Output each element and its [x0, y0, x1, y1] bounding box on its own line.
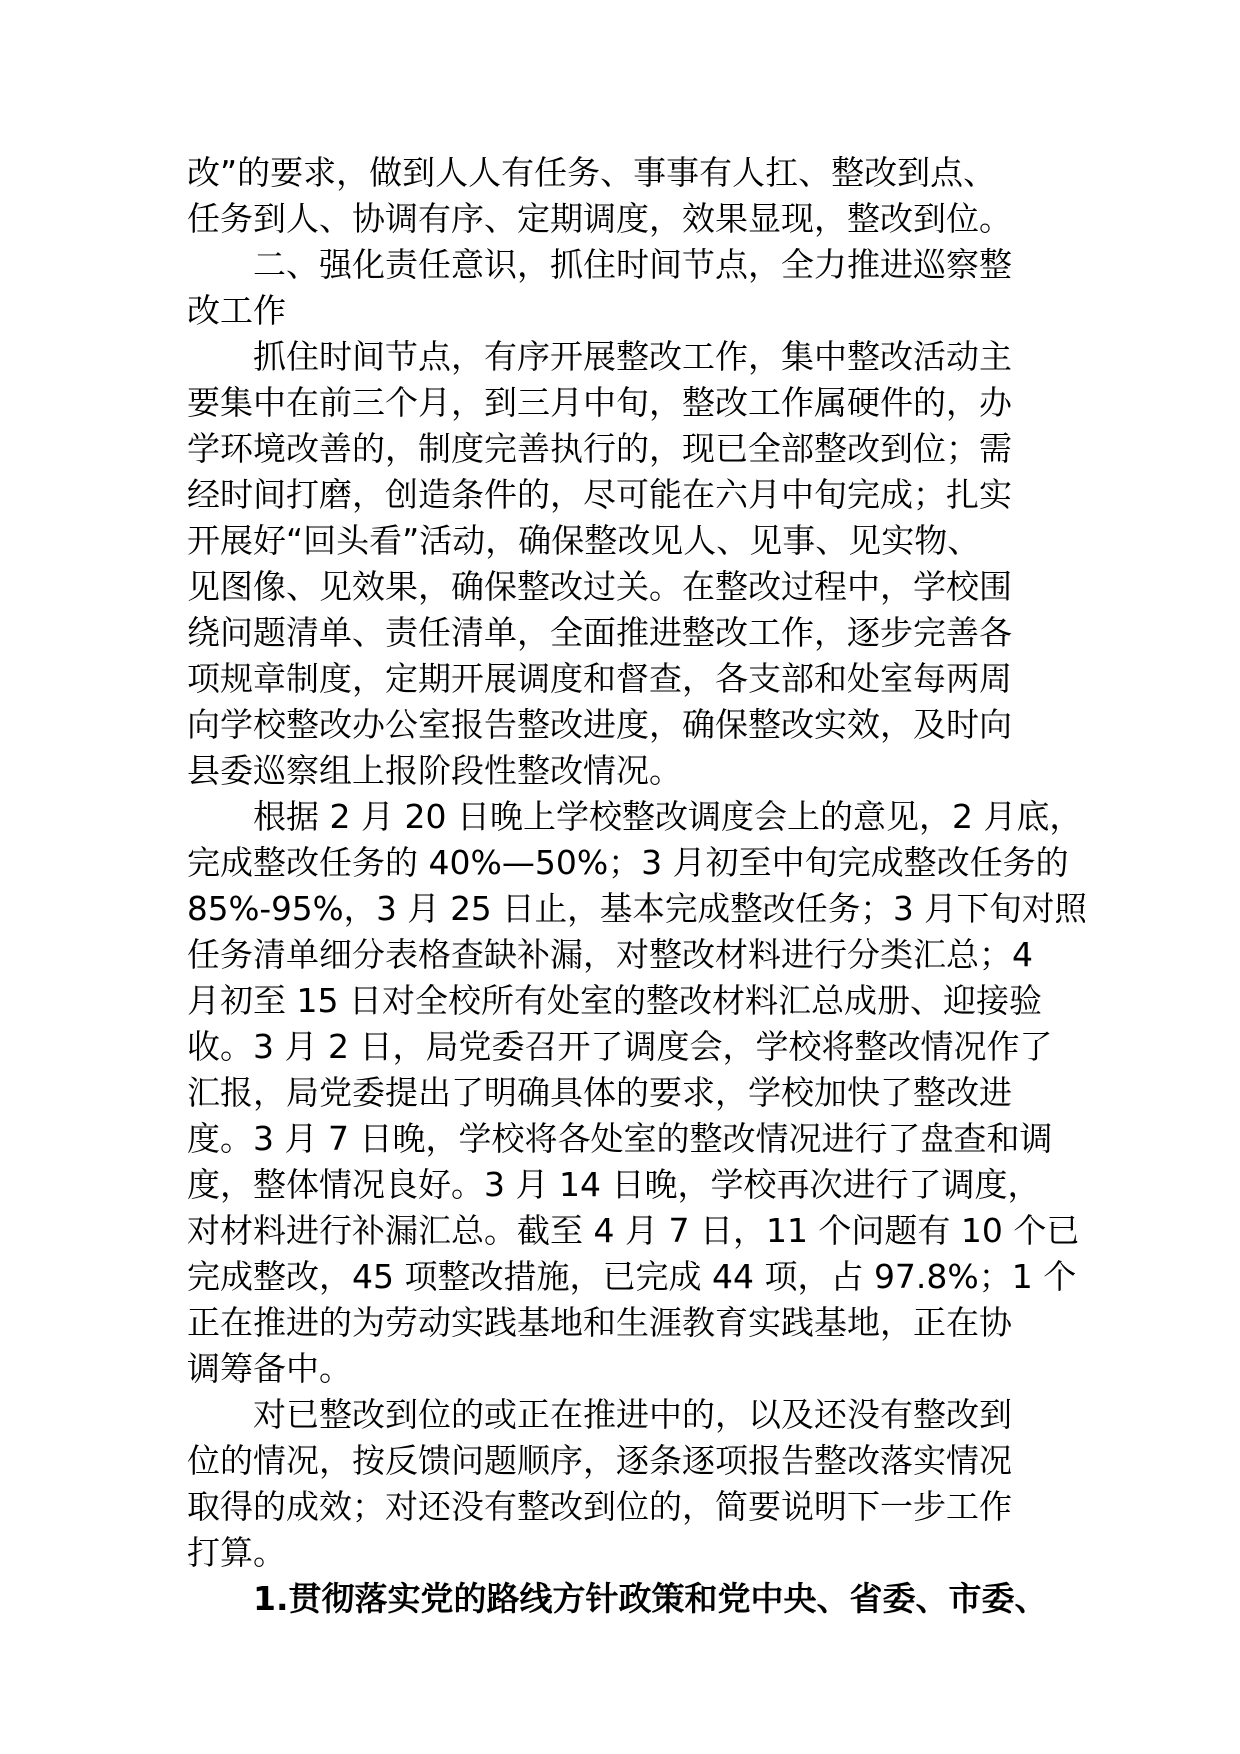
text-line: 经时间打磨，创造条件的，尽可能在六月中旬完成；扎实: [187, 475, 1012, 514]
text-line: 任务清单细分表格查缺补漏，对整改材料进行分类汇总；4: [187, 935, 1033, 974]
paragraph-continuation: [187, 150, 1087, 242]
text-line: 完成整改任务的 40%—50%；3 月初至中旬完成整改任务的: [187, 843, 1069, 882]
text-line: 根据 2 月 20 日晚上学校整改调度会上的意见，2 月底，: [253, 797, 1083, 836]
text-line: 度，整体情况良好。3 月 14 日晚，学校再次进行了调度，: [187, 1165, 1041, 1204]
text-line: 向学校整改办公室报告整改进度，确保整改实效，及时向: [187, 705, 1012, 744]
document-body: [187, 150, 1087, 1622]
text-line: 取得的成效；对还没有整改到位的，简要说明下一步工作: [187, 1487, 1012, 1526]
text-line: 学环境改善的，制度完善执行的，现已全部整改到位；需: [187, 429, 1012, 468]
text-line: 月初至 15 日对全校所有处室的整改材料汇总成册、迎接验: [187, 981, 1042, 1020]
text-line: 85%-95%，3 月 25 日止，基本完成整改任务；3 月下旬对照: [187, 889, 1087, 928]
text-line: 抓住时间节点，有序开展整改工作，集中整改活动主: [253, 337, 1012, 376]
text-line: 完成整改，45 项整改措施，已完成 44 项，占 97.8%；1 个: [187, 1257, 1077, 1296]
text-line: 要集中在前三个月，到三月中旬，整改工作属硬件的，办: [187, 383, 1012, 422]
text-line: 收。3 月 2 日，局党委召开了调度会，学校将整改情况作了: [187, 1027, 1053, 1066]
text-line: 开展好“回头看”活动，确保整改见人、见事、见实物、: [187, 521, 981, 560]
paragraph-progress: [187, 794, 1087, 1392]
subheading-item-one: [187, 1576, 1087, 1622]
text-line: 汇报，局党委提出了明确具体的要求，学校加快了整改进: [187, 1073, 1012, 1112]
text-line: 度。3 月 7 日晚，学校将各处室的整改情况进行了盘查和调: [187, 1119, 1053, 1158]
text-line: 见图像、见效果，确保整改过关。在整改过程中，学校围: [187, 567, 1012, 606]
text-line: 县委巡察组上报阶段性整改情况。: [187, 751, 682, 790]
text-line: 对已整改到位的或正在推进中的，以及还没有整改到: [253, 1395, 1012, 1434]
text-line: 改工作: [187, 291, 286, 330]
text-line: 二、强化责任意识，抓住时间节点，全力推进巡察整: [253, 245, 1012, 284]
text-line: 对材料进行补漏汇总。截至 4 月 7 日，11 个问题有 10 个已: [187, 1211, 1080, 1250]
text-line: 位的情况，按反馈问题顺序，逐条逐项报告整改落实情况: [187, 1441, 1012, 1480]
text-line: 绕问题清单、责任清单，全面推进整改工作，逐步完善各: [187, 613, 1012, 652]
text-line: 改”的要求，做到人人有任务、事事有人扛、整改到点、: [187, 153, 997, 192]
text-line: 打算。: [187, 1533, 286, 1572]
text-line: 项规章制度，定期开展调度和督查，各支部和处室每两周: [187, 659, 1012, 698]
paragraph-timeline: [187, 334, 1087, 794]
text-line: 1.贯彻落实党的路线方针政策和党中央、省委、市委、: [253, 1579, 1048, 1618]
paragraph-report-instructions: [187, 1392, 1087, 1576]
text-line: 任务到人、协调有序、定期调度，效果显现，整改到位。: [187, 199, 1012, 238]
text-line: 调筹备中。: [187, 1349, 352, 1388]
text-line: 正在推进的为劳动实践基地和生涯教育实践基地，正在协: [187, 1303, 1012, 1342]
section-heading-two: [187, 242, 1087, 334]
